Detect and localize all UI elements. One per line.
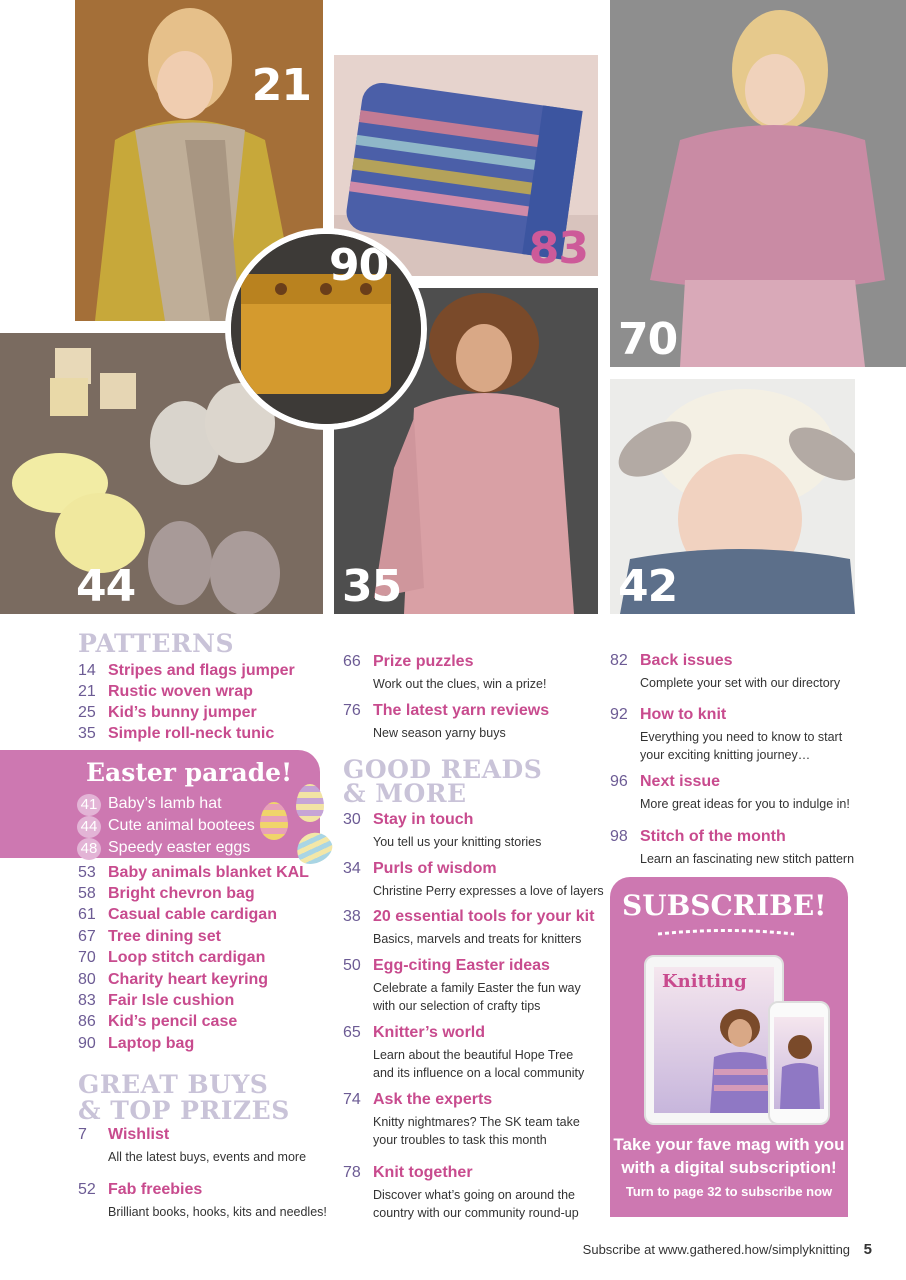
phone-magazine-cover [774,1017,824,1109]
item-page: 30 [343,811,361,828]
item-title: Simple roll-neck tunic [108,725,275,742]
item-description: Learn about the beautiful Hope Tree [373,1048,574,1062]
item-description-line2: with our selection of crafty tips [373,999,541,1013]
item-title: Speedy easter eggs [108,839,251,856]
phone-device [768,1001,830,1125]
item-title: Cute animal bootees [108,817,255,834]
item-title: Next issue [640,773,721,790]
item-description: Knitty nightmares? The SK team take [373,1115,580,1129]
item-page: 44 [77,816,101,838]
item-title: Purls of wisdom [373,860,497,877]
item-page: 41 [77,794,101,816]
photo-loop-stitch-cardigan [610,0,906,367]
item-description: More great ideas for you to indulge in! [640,797,850,811]
item-page: 25 [78,704,96,721]
item-description-line2: and its influence on a local community [373,1066,585,1080]
phone-cover-model-image [774,1017,824,1109]
item-page: 80 [78,971,96,988]
item-page: 50 [343,957,361,974]
item-description: Christine Perry expresses a love of layers [373,884,604,898]
item-description: Learn an fascinating new stitch pattern [640,852,855,866]
item-page: 52 [78,1181,96,1198]
great-buys-heading: GREAT BUYS [78,1070,269,1099]
item-page: 76 [343,702,361,719]
easter-heading: Easter parade! [86,758,293,787]
item-page: 48 [77,838,101,860]
item-page: 53 [78,864,96,881]
tablet-device [644,955,784,1125]
item-title: Casual cable cardigan [108,906,277,923]
item-page: 86 [78,1013,96,1030]
item-description-line2: your troubles to task this month [373,1133,547,1147]
cardigan-illustration [610,0,906,367]
great-buys-heading-line2: & TOP PRIZES [78,1096,290,1125]
good-reads-heading-line2: & MORE [343,779,467,808]
divider-stitch-line [656,929,796,939]
item-title: Tree dining set [108,928,221,945]
laptop-bag-illustration [231,234,421,424]
item-page: 38 [343,908,361,925]
item-description: Brilliant books, hooks, kits and needles! [108,1205,327,1219]
page-number-label: 44 [76,561,136,612]
item-title: Stripes and flags jumper [108,662,295,679]
item-page: 90 [78,1035,96,1052]
item-title: Kid’s bunny jumper [108,704,257,721]
item-title: Rustic woven wrap [108,683,253,700]
page-number-label: 42 [618,561,678,612]
photo-laptop-bag [225,228,427,430]
item-page: 34 [343,860,361,877]
item-page: 98 [610,828,628,845]
item-title: The latest yarn reviews [373,702,550,719]
item-description-line2: country with our community round-up [373,1206,579,1220]
item-description: Everything you need to know to start [640,730,843,744]
item-title: Fab freebies [108,1181,203,1198]
subscribe-panel[interactable] [610,877,848,1217]
magazine-cover [654,967,774,1113]
item-title: Charity heart keyring [108,971,269,988]
item-title: Stay in touch [373,811,474,828]
page-number-label: 35 [342,561,402,612]
page-number: 5 [863,1241,872,1258]
page-number-label: 90 [329,240,389,291]
item-page: 14 [78,662,96,679]
page-number-label: 70 [618,314,678,365]
item-page: 65 [343,1024,361,1041]
page-footer [583,1241,872,1258]
item-page: 67 [78,928,96,945]
item-description: Work out the clues, win a prize! [373,677,547,691]
item-page: 7 [78,1126,87,1143]
item-title: Prize puzzles [373,653,474,670]
item-title: Baby’s lamb hat [108,795,222,812]
footer-subscribe-link[interactable]: Subscribe at www.gathered.how/simplyknitting [582,1242,851,1257]
item-description: Celebrate a family Easter the fun way [373,981,581,995]
item-page: 82 [610,652,628,669]
subscribe-tagline-1: Take your fave mag with you [613,1135,845,1154]
item-title: Egg-citing Easter ideas [373,957,550,974]
page-number-label: 83 [528,223,588,274]
magazine-masthead: Knitting [662,971,747,992]
item-title: 20 essential tools for your kit [373,908,595,925]
item-page: 83 [78,992,96,1009]
item-title: Kid’s pencil case [108,1013,238,1030]
photo-baby-lamb-hat [610,379,855,614]
item-description: Complete your set with our directory [640,676,841,690]
item-description: Discover what’s going on around the [373,1188,575,1202]
item-description: All the latest buys, events and more [108,1150,307,1164]
item-description-line2: your exciting knitting journey… [640,748,811,762]
item-title: Knit together [373,1164,473,1181]
item-title: Laptop bag [108,1035,195,1052]
item-title: Knitter’s world [373,1024,486,1041]
item-page: 35 [78,725,96,742]
item-title: Fair Isle cushion [108,992,235,1009]
item-page: 66 [343,653,361,670]
item-page: 58 [78,885,96,902]
item-page: 92 [610,706,628,723]
item-page: 70 [78,949,96,966]
item-page: 61 [78,906,96,923]
item-title: Wishlist [108,1126,170,1143]
page-number-label: 21 [251,60,311,111]
subscribe-heading: SUBSCRIBE! [622,889,827,922]
subscribe-tagline-2: with a digital subscription! [621,1158,837,1177]
item-description: New season yarny buys [373,726,506,740]
item-title: Back issues [640,652,733,669]
easter-parade-panel [0,750,320,858]
item-description: You tell us your knitting stories [373,835,542,849]
easter-egg-icon [260,802,288,840]
item-page: 96 [610,773,628,790]
item-title: Bright chevron bag [108,885,255,902]
patterns-heading: PATTERNS [78,629,235,658]
item-title: How to knit [640,706,727,723]
easter-egg-icon [296,784,324,822]
subscribe-cta[interactable]: Turn to page 32 to subscribe now [625,1184,833,1199]
item-title: Loop stitch cardigan [108,949,266,966]
item-page: 21 [78,683,96,700]
item-title: Stitch of the month [640,828,786,845]
item-description: Basics, marvels and treats for knitters [373,932,582,946]
cover-model-image [704,1007,774,1113]
item-title: Ask the experts [373,1091,493,1108]
item-page: 78 [343,1164,361,1181]
item-page: 74 [343,1091,361,1108]
item-title: Baby animals blanket KAL [108,864,309,881]
good-reads-heading: GOOD READS [343,755,543,784]
